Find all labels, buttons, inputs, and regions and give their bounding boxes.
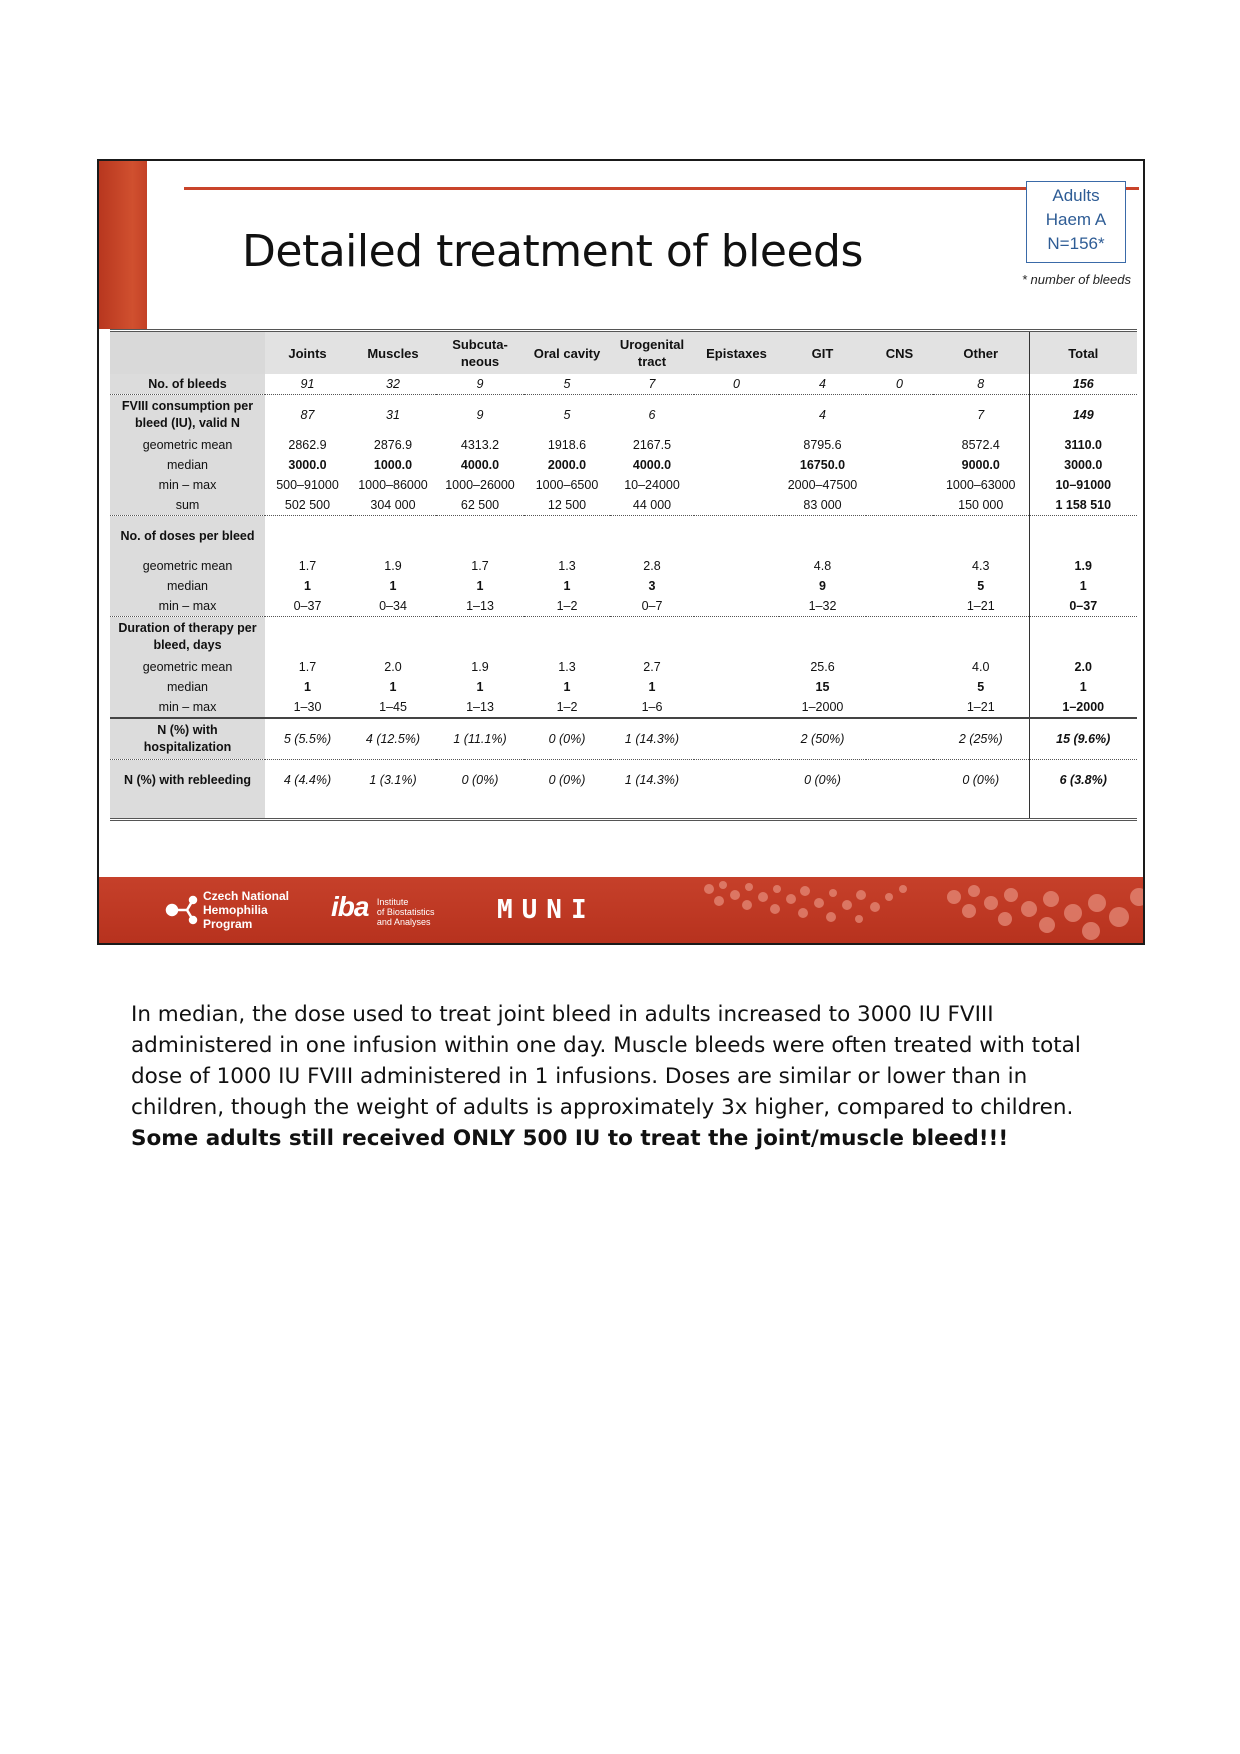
table-cell: 9 — [819, 579, 826, 593]
table-cell — [779, 516, 866, 557]
table-cell — [694, 576, 779, 596]
body-bold-line: Some adults still received ONLY 500 IU to treat the joint/muscle bleed!!! — [131, 1126, 1009, 1151]
table-cell — [694, 718, 779, 760]
table-cell: 1 — [648, 680, 656, 694]
table-cell — [694, 435, 779, 455]
table-cell: 0 (0%) — [524, 760, 610, 801]
table-cell: 7 — [648, 377, 656, 391]
row-label: N (%) with rebleeding — [110, 760, 265, 801]
table-cell — [866, 435, 933, 455]
table-cell — [866, 576, 933, 596]
spacer-cell — [933, 800, 1029, 818]
row-label: min – max — [110, 697, 265, 718]
table-cell: 3110.0 — [1029, 435, 1137, 455]
row-label: Duration of therapy per bleed, days — [110, 617, 265, 658]
table-cell: 1–32 — [808, 599, 837, 613]
table-cell: 62 500 — [460, 498, 500, 512]
table-cell — [866, 495, 933, 516]
table-row — [110, 435, 1137, 455]
table-cell — [866, 455, 933, 475]
table-cell — [436, 617, 524, 658]
row-label: sum — [110, 495, 265, 516]
spacer-cell — [436, 800, 524, 818]
badge-line-3: N=156* — [1047, 234, 1105, 253]
spacer-cell — [779, 800, 866, 818]
table-cell — [694, 395, 779, 436]
table-row — [110, 395, 1137, 436]
table-cell: 500–91000 — [276, 478, 339, 492]
table-cell: 1000–86000 — [358, 478, 428, 492]
table-cell — [866, 516, 933, 557]
table-cell: 1 — [476, 680, 484, 694]
table-cell: 7 — [933, 395, 1029, 436]
table-cell: 1–6 — [641, 700, 663, 714]
table-cell: 1–2 — [556, 599, 578, 613]
table-cell: 0 (0%) — [524, 718, 610, 760]
table-cell: 1–13 — [466, 599, 494, 613]
spacer-cell — [694, 800, 779, 818]
table-row — [110, 657, 1137, 677]
table-cell: 1 — [1029, 677, 1137, 697]
treatment-table — [110, 332, 1137, 818]
table-cell: 5 — [563, 377, 571, 391]
table-cell: 1–45 — [379, 700, 407, 714]
cnhp-line-3: Program — [203, 917, 253, 931]
treatment-table-wrap — [110, 329, 1137, 821]
slide-footer — [99, 877, 1143, 943]
cnhp-logo — [165, 889, 289, 931]
column-header: Other — [933, 332, 1029, 374]
decorative-dots — [699, 877, 1143, 943]
table-cell: 2.0 — [384, 660, 402, 674]
table-cell — [694, 596, 779, 617]
table-cell — [524, 516, 610, 557]
table-cell: 3 — [648, 579, 656, 593]
cnhp-line-2: Hemophilia — [203, 903, 268, 917]
table-cell — [610, 617, 694, 658]
table-row — [110, 596, 1137, 617]
table-row — [110, 617, 1137, 658]
row-label: No. of bleeds — [110, 374, 265, 395]
table-cell: 5 — [524, 395, 610, 436]
table-cell: 150 000 — [958, 498, 1004, 512]
table-cell: 149 — [1029, 395, 1137, 436]
row-label: min – max — [110, 475, 265, 495]
table-cell: 16750.0 — [799, 458, 846, 472]
spacer-cell — [110, 800, 265, 818]
table-cell — [694, 677, 779, 697]
table-cell: 2.7 — [643, 660, 661, 674]
iba-logo — [331, 891, 434, 927]
table-cell: 87 — [265, 395, 350, 436]
table-cell — [866, 718, 933, 760]
table-cell — [866, 617, 933, 658]
table-cell: 2.8 — [643, 559, 661, 573]
table-cell: 156 — [1029, 374, 1137, 395]
table-cell: 2.0 — [1029, 657, 1137, 677]
table-cell: 4.3 — [972, 559, 990, 573]
table-row — [110, 718, 1137, 760]
badge-line-1: Adults — [1052, 186, 1100, 205]
table-row — [110, 576, 1137, 596]
table-cell: 1.7 — [298, 559, 317, 573]
row-label: N (%) with hospitalization — [110, 718, 265, 760]
table-cell — [694, 495, 779, 516]
table-cell — [1029, 516, 1137, 557]
table-cell: 0–7 — [641, 599, 663, 613]
table-cell: 1.9 — [384, 559, 402, 573]
table-cell: 6 (3.8%) — [1029, 760, 1137, 801]
row-label: geometric mean — [110, 556, 265, 576]
table-cell: 1–2000 — [1029, 697, 1137, 718]
row-label: median — [110, 677, 265, 697]
table-cell: 1 (14.3%) — [610, 760, 694, 801]
table-cell: 2 (50%) — [779, 718, 866, 760]
table-cell: 1–13 — [466, 700, 494, 714]
table-cell: 1000.0 — [373, 458, 413, 472]
table-cell: 0–34 — [379, 599, 407, 613]
table-cell: 5 (5.5%) — [265, 718, 350, 760]
table-cell: 1000–6500 — [535, 478, 599, 492]
row-label: min – max — [110, 596, 265, 617]
red-accent-strip — [99, 161, 147, 329]
table-cell: 4 — [819, 377, 826, 391]
cnhp-line-1: Czech National — [203, 889, 290, 903]
table-cell: 1000–26000 — [445, 478, 515, 492]
table-cell: 25.6 — [810, 660, 835, 674]
table-cell — [694, 455, 779, 475]
table-row — [110, 677, 1137, 697]
table-cell — [933, 516, 1029, 557]
table-cell: 1 (14.3%) — [610, 718, 694, 760]
table-cell — [694, 516, 779, 557]
table-cell: 1.9 — [471, 660, 489, 674]
table-bottom-rule — [110, 818, 1137, 821]
badge-line-2: Haem A — [1045, 210, 1107, 229]
table-row — [110, 475, 1137, 495]
table-cell — [866, 475, 933, 495]
table-cell: 4000.0 — [460, 458, 500, 472]
table-cell — [694, 556, 779, 576]
table-cell — [866, 697, 933, 718]
table-cell: 2 (25%) — [933, 718, 1029, 760]
table-cell — [866, 657, 933, 677]
row-label: FVIII consumption per bleed (IU), valid N — [110, 395, 265, 436]
table-cell: 2000.0 — [547, 458, 587, 472]
table-cell: 0 (0%) — [779, 760, 866, 801]
table-cell: 5 — [977, 680, 985, 694]
table-cell: 1–21 — [966, 700, 995, 714]
table-cell: 1 (3.1%) — [350, 760, 436, 801]
column-header: CNS — [866, 332, 933, 374]
iba-line-3: and Analyses — [376, 917, 431, 927]
table-cell — [694, 475, 779, 495]
table-cell: 5 — [977, 579, 985, 593]
table-cell: 31 — [350, 395, 436, 436]
table-cell: 1 — [476, 579, 484, 593]
header-corner — [110, 332, 265, 374]
table-cell — [779, 617, 866, 658]
table-cell: 1 — [389, 579, 397, 593]
table-cell — [866, 677, 933, 697]
spacer-cell — [350, 800, 436, 818]
table-cell: 12 500 — [547, 498, 587, 512]
row-label: median — [110, 576, 265, 596]
spacer-cell — [1029, 800, 1137, 818]
table-cell — [265, 617, 350, 658]
table-cell: 1.7 — [471, 559, 489, 573]
table-cell — [933, 617, 1029, 658]
table-cell: 8572.4 — [961, 438, 1000, 452]
column-header: Urogenital tract — [610, 332, 694, 374]
table-cell — [524, 617, 610, 658]
table-cell: 2876.9 — [373, 438, 413, 452]
table-cell — [694, 617, 779, 658]
column-header: Oral cavity — [524, 332, 610, 374]
table-cell: 1.7 — [298, 660, 317, 674]
table-cell: 1–30 — [293, 700, 322, 714]
table-cell: 1 — [304, 579, 311, 593]
iba-mark: iba — [331, 891, 369, 922]
table-cell: 1 — [389, 680, 397, 694]
cohort-badge — [1026, 181, 1126, 263]
table-row — [110, 760, 1137, 801]
table-row — [110, 495, 1137, 516]
table-cell: 0 (0%) — [436, 760, 524, 801]
table-spacer-row — [110, 800, 1137, 818]
table-cell: 10–91000 — [1029, 475, 1137, 495]
table-cell: 15 — [815, 680, 830, 694]
table-cell: 9 — [476, 377, 484, 391]
table-cell — [610, 516, 694, 557]
iba-line-2: of Biostatistics — [376, 907, 435, 917]
table-cell — [694, 760, 779, 801]
table-cell: 2167.5 — [632, 438, 672, 452]
table-cell: 8795.6 — [803, 438, 842, 452]
table-row — [110, 374, 1137, 395]
column-header: Epistaxes — [694, 332, 779, 374]
table-header-row — [110, 332, 1137, 374]
table-cell: 0 — [896, 377, 903, 391]
table-cell: 15 (9.6%) — [1029, 718, 1137, 760]
table-cell: 1000–63000 — [945, 478, 1016, 492]
column-header: Joints — [265, 332, 350, 374]
table-cell — [866, 556, 933, 576]
table-cell — [694, 697, 779, 718]
spacer-cell — [866, 800, 933, 818]
table-cell: 4.8 — [813, 559, 832, 573]
spacer-cell — [265, 800, 350, 818]
table-cell: 1 — [563, 680, 571, 694]
table-cell: 1 158 510 — [1029, 495, 1137, 516]
table-cell: 4 (4.4%) — [265, 760, 350, 801]
body-text — [131, 999, 1121, 1154]
table-cell — [866, 596, 933, 617]
row-label: median — [110, 455, 265, 475]
table-cell: 3000.0 — [1029, 455, 1137, 475]
table-cell: 1–21 — [966, 599, 995, 613]
table-cell — [694, 657, 779, 677]
table-cell: 4000.0 — [632, 458, 672, 472]
table-row — [110, 697, 1137, 718]
row-label: geometric mean — [110, 435, 265, 455]
spacer-cell — [610, 800, 694, 818]
title-rule — [184, 187, 1139, 190]
table-cell: 1.3 — [558, 660, 576, 674]
table-cell: 2000–47500 — [787, 478, 858, 492]
table-row — [110, 455, 1137, 475]
table-cell: 1.9 — [1029, 556, 1137, 576]
row-label: No. of doses per bleed — [110, 516, 265, 557]
table-cell: 1.3 — [558, 559, 576, 573]
table-cell: 8 — [977, 377, 985, 391]
table-cell: 4 (12.5%) — [350, 718, 436, 760]
table-cell — [350, 516, 436, 557]
table-cell: 1–2 — [556, 700, 578, 714]
table-cell: 2862.9 — [288, 438, 327, 452]
table-cell: 304 000 — [370, 498, 416, 512]
table-cell — [866, 760, 933, 801]
table-cell: 6 — [610, 395, 694, 436]
table-cell: 1918.6 — [547, 438, 587, 452]
table-cell: 1 (11.1%) — [436, 718, 524, 760]
table-cell: 1 — [563, 579, 571, 593]
table-cell — [436, 516, 524, 557]
footnote: * number of bleeds — [1021, 272, 1131, 287]
table-cell: 91 — [300, 377, 315, 391]
table-cell: 1 — [304, 680, 311, 694]
table-cell: 0 (0%) — [933, 760, 1029, 801]
table-cell: 3000.0 — [288, 458, 327, 472]
column-header: Subcuta- neous — [436, 332, 524, 374]
table-cell — [265, 516, 350, 557]
table-cell: 0 — [733, 377, 740, 391]
table-cell: 4.0 — [972, 660, 990, 674]
table-row — [110, 556, 1137, 576]
table-cell: 9 — [436, 395, 524, 436]
table-cell: 32 — [386, 377, 400, 391]
iba-line-1: Institute — [376, 897, 409, 907]
table-row — [110, 516, 1137, 557]
table-cell — [1029, 617, 1137, 658]
body-paragraph: In median, the dose used to treat joint bleed in adults increased to 3000 IU FVIII administered in one infusion within one day. Muscle bleeds were often treated with total dose of 1000 IU FVIII administered in 1 infusions. Doses are similar or lower than in children, though the weight of adults is approximately 3x higher, compared to children. — [131, 1002, 1081, 1120]
table-cell: 44 000 — [632, 498, 672, 512]
column-header: Muscles — [350, 332, 436, 374]
slide-title: Detailed treatment of bleeds — [242, 226, 863, 277]
table-cell: 1 — [1029, 576, 1137, 596]
slide — [97, 159, 1145, 945]
table-cell: 10–24000 — [624, 478, 680, 492]
table-cell: 1–2000 — [801, 700, 844, 714]
spacer-cell — [524, 800, 610, 818]
row-label: geometric mean — [110, 657, 265, 677]
table-cell: 4313.2 — [460, 438, 500, 452]
table-cell: 0–37 — [293, 599, 322, 613]
table-cell — [350, 617, 436, 658]
table-cell: 4 — [779, 395, 866, 436]
table-cell — [866, 395, 933, 436]
table-cell: 0–37 — [1029, 596, 1137, 617]
table-cell: 502 500 — [284, 498, 331, 512]
table-cell: 9000.0 — [961, 458, 1000, 472]
column-header: Total — [1029, 332, 1137, 374]
muni-logo: MUNI — [497, 895, 596, 925]
table-cell: 83 000 — [803, 498, 842, 512]
column-header: GIT — [779, 332, 866, 374]
cnhp-molecule-icon — [165, 893, 199, 927]
